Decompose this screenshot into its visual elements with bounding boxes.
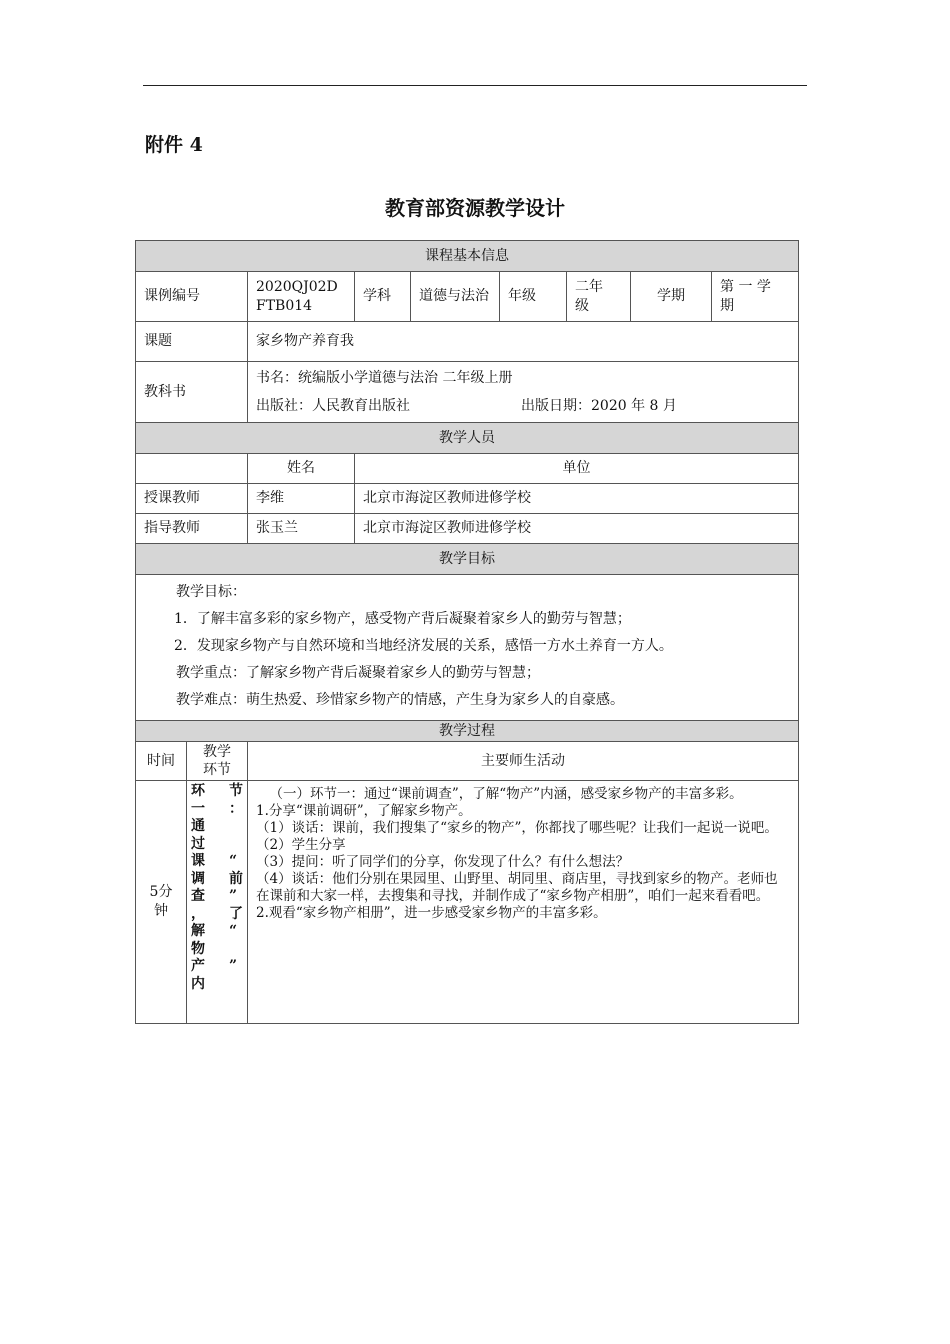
stage-char: 课 (191, 853, 205, 869)
grade-label: 年级 (500, 272, 567, 322)
stage-char: 通 (191, 818, 205, 834)
stage-char: ： (229, 800, 243, 817)
staff-role-header (136, 454, 248, 484)
process-row (136, 781, 799, 1024)
textbook-info (248, 362, 799, 423)
process-time: 5分钟 (136, 781, 187, 1024)
activity-line: 2.观看“家乡物产相册”，进一步感受家乡物产的丰富多彩。 (256, 905, 607, 921)
staff-row (136, 484, 799, 514)
staff-role: 指导教师 (136, 514, 248, 544)
staff-role: 授课教师 (136, 484, 248, 514)
stage-char: “ (229, 923, 238, 939)
stage-char: 解 (191, 923, 205, 939)
stage-column-left (191, 783, 205, 993)
objectives-line: 2．发现家乡物产与自然环境和当地经济发展的关系，感悟一方水土养育一方人。 (174, 638, 673, 654)
stage-char: 查 (191, 888, 205, 904)
book-name: 书名：统编版小学道德与法治 二年级上册 (256, 370, 513, 386)
stage-char (229, 976, 243, 994)
grade-value (567, 272, 631, 322)
course-info-header: 课程基本信息 (136, 241, 799, 272)
stage-char: ” (229, 958, 238, 974)
activity-line: （3）提问：听了同学们的分享，你发现了什么？有什么想法？ (256, 854, 630, 870)
objectives-body (136, 575, 799, 721)
stage-char: 一 (191, 800, 205, 817)
process-header: 教学过程 (136, 721, 799, 742)
subject-value: 道德与法治 (411, 272, 500, 322)
stage-char (229, 818, 243, 836)
publisher: 出版社：人民教育出版社 (256, 398, 410, 414)
stage-char (229, 836, 243, 854)
stage-char: 内 (191, 975, 205, 992)
time-header: 时间 (136, 742, 187, 781)
term-value (712, 272, 799, 322)
staff-header: 教学人员 (136, 423, 799, 454)
subject-label: 学科 (355, 272, 411, 322)
stage-char: 调 (191, 870, 205, 887)
stage-char: “ (229, 853, 238, 869)
stage-char: 前 (229, 870, 243, 887)
stage-char: ， (191, 905, 205, 922)
header-rule (143, 85, 807, 86)
activity-line: 1.分享“课前调研”，了解家乡物产。 (256, 803, 472, 819)
staff-name: 张玉兰 (248, 514, 355, 544)
topic-value: 家乡物产养育我 (248, 322, 799, 362)
stage-column-right (229, 783, 243, 993)
staff-unit: 北京市海淀区教师进修学校 (355, 514, 799, 544)
staff-unit: 北京市海淀区教师进修学校 (355, 484, 799, 514)
publisher-line (256, 392, 790, 420)
staff-name-header: 姓名 (248, 454, 355, 484)
staff-row (136, 514, 799, 544)
textbook-label: 教科书 (136, 362, 248, 423)
publish-date: 出版日期：2020 年 8 月 (521, 398, 677, 414)
term-text: 第 一 学 期 (720, 278, 771, 314)
activity-line: （2）学生分享 (256, 837, 346, 853)
attachment-label: 附件 4 (145, 134, 203, 156)
objectives-line: 教学目标： (176, 584, 246, 600)
objectives-header: 教学目标 (136, 544, 799, 575)
stage-char: 物 (191, 940, 205, 957)
objectives-line: 1．了解丰富多彩的家乡物产，感受物产背后凝聚着家乡人的勤劳与智慧； (174, 611, 631, 627)
activity-line: （4）谈话：他们分别在果园里、山野里、胡同里、商店里，寻找到家乡的物产。老师也在课前和大家一样，去搜集和寻找，并制作成了“家乡物产相册”，咱们一起来看看吧。 (256, 871, 778, 904)
stage-header: 教学环节 (187, 742, 248, 781)
case-id-label: 课例编号 (136, 272, 248, 322)
case-id-text: 2020QJ02DFTB014 (256, 278, 338, 314)
grade-text: 二年级 (575, 278, 603, 314)
term-label: 学期 (631, 272, 712, 322)
activity-header: 主要师生活动 (248, 742, 799, 781)
stage-char (229, 941, 243, 959)
stage-char: 环 (191, 783, 205, 799)
objectives-line: 教学难点：萌生热爱、珍惜家乡物产的情感，产生身为家乡人的自豪感。 (176, 692, 624, 708)
lesson-design-table (135, 240, 799, 1024)
stage-char: 节 (229, 783, 243, 799)
stage-char: ” (229, 888, 238, 904)
staff-unit-header: 单位 (355, 454, 799, 484)
stage-char: 了 (229, 905, 243, 922)
process-activities (248, 781, 799, 1024)
topic-label: 课题 (136, 322, 248, 362)
objectives-line: 教学重点：了解家乡物产背后凝聚着家乡人的勤劳与智慧； (176, 665, 540, 681)
staff-name: 李维 (248, 484, 355, 514)
stage-char: 过 (191, 835, 205, 852)
case-id-value (248, 272, 355, 322)
document-title: 教育部资源教学设计 (385, 196, 565, 220)
process-stage (187, 781, 248, 1024)
activity-line: （一）环节一：通过“课前调查”，了解“物产”内涵，感受家乡物产的丰富多彩。 (269, 786, 743, 802)
activity-line: （1）谈话：课前，我们搜集了“家乡的物产”，你都找了哪些呢？让我们一起说一说吧。 (256, 820, 778, 836)
stage-char: 产 (191, 958, 205, 974)
